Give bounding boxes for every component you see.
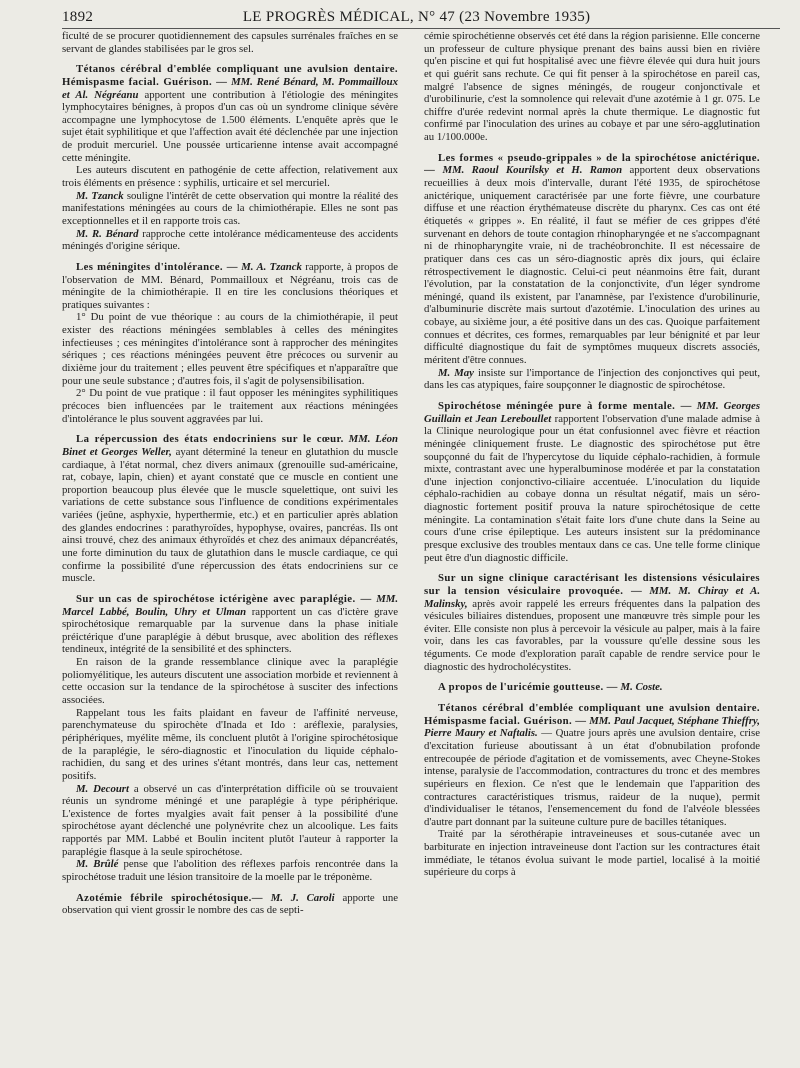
article-authors: M. Coste.: [620, 681, 663, 694]
paragraph-text: a observé un cas d'interprétation difficile où se trouvaient réunis un syndrome méningé et une paraplégie à type périphérique. L'existence de fortes myalgies avait fait penser à la possibilité d'une spirochétose ayant déclenché une polynévrite chez un alcoolique. Les faits rapportés par MM. Labbé et Boulin incitent plutôt l'auteur à rapporter la paraplégie flasque à la seule spirochétose.: [62, 782, 398, 858]
commenter: M. R. Bénard: [76, 227, 139, 240]
paragraph: [62, 190, 398, 228]
paragraph: ficulté de se procurer quotidiennement des capsules surrénales fraîches en se servant de glandes stabilisées par le gros sel.: [62, 30, 398, 55]
article-heading: Sur un cas de spirochétose ictérigène avec paraplégie. —: [76, 592, 372, 605]
commenter: M. May: [438, 366, 474, 379]
paragraph: 1° Du point de vue théorique : au cours de la chimiothérapie, il peut exister des réactions méningées semblables à celles des méningites infectieuses ; ces méningites d'intolérance sont à rapprocher des méningites sériques ; ces réactions méningées peuvent être précoces ou survenir au dixième jour du traitement ; elles peuvent être spécifiques et n'apparaître que pour une seule substance ; d'autres fois, il s'agit de polysensibilisation.: [62, 311, 398, 387]
article-authors: MM. René Bénard, M. Pommailloux et Al. Négréanu: [62, 75, 398, 101]
article-text: après avoir rappelé les erreurs fréquentes dans la palpation des vésicules biliaires distendues, proposent une manœuvre très simple pour les éviter. Elle consiste non plus à percevoir la vésicule au palper, mais à la faire voir, dans les cas favorables, par la voussure qu'elle dessine sous les téguments. Ce mode d'exploration paraît capable de rendre service pour le diagnostic des hydrocholécystites.: [424, 597, 760, 673]
article-heading: Sur un signe clinique caractérisant les distensions vésiculaires sur la tension vésiculaire provoquée. —: [424, 572, 760, 597]
commenter: M. Brûlé: [76, 858, 119, 871]
article: [424, 152, 760, 367]
running-header: [62, 6, 780, 28]
paragraph-text: souligne l'intérêt de cette observation qui montre la réalité des manifestations méningées au cours de la chimiothérapie. Elles ne sont pas exceptionnelles et il en rapporte trois cas.: [62, 189, 398, 227]
article: [62, 593, 398, 656]
paragraph: 2° Du point de vue pratique : il faut opposer les méningites syphilitiques précoces bien influencées par le traitement aux réactions méningées d'intolérance le plus souvent aggravées par lui.: [62, 387, 398, 425]
article: [62, 261, 398, 312]
article-heading: Spirochétose méningée pure à forme mentale. —: [438, 399, 692, 412]
paragraph: [62, 228, 398, 253]
paragraph-text: insiste sur l'importance de l'injection des conjonctives qui peut, dans les cas atypiques, faire soupçonner le diagnostic de spirochétose.: [424, 366, 760, 392]
commenter: M. Decourt: [76, 782, 129, 795]
header-rule: [62, 28, 780, 29]
article-text: rapportent l'observation d'une malade admise à la Clinique neurologique pour un état confusionnel avec fièvre et réaction méningée cliniquement fruste. Le diagnostic des spirochétose put être soupçonné du fait de l'hypercytose du liquide céphalo-rachidien, à formule mixte, contrastant avec une hyperalbuminose modérée et par la constatation d'une injection conjonctivo-ciliaire accentuée. L'inoculation du liquide céphalo-rachidien au cobaye donna un résultat négatif, mais un séro-diagnostic fortement positif prouva la nature spirochétosique de cette méningite. La contamination s'était faite lors d'une chute dans la Seine au cours d'une crise épileptique. Les auteurs insistent sur la prédominance presque exclusive des troubles mentaux dans ce cas. Une telle forme clinique peut être d'un diagnostic difficile.: [424, 412, 760, 564]
paragraph: Traité par la sérothérapie intraveineuses et sous-cutanée avec un barbiturate en injection intraveineuse dont l'action sur les contractures était immédiate, le tétanos évolua suivant le mode partiel, localisé à la moitié supérieure du corps à: [424, 828, 760, 879]
article: [62, 892, 398, 917]
article-heading: Tétanos cérébral d'emblée compliquant une avulsion dentaire. Hémispasme facial. Guérison. —: [62, 63, 398, 88]
article-text: apportent deux observations recueillies à deux mois d'intervalle, durant l'été 1935, de spirochétose anictérique, uniquement caractérisée par une forte fièvre, une courbature diffuse et une réaction érythémateuse discrète du pharynx. Ces cas ont été étiquetés « grippes ». En réalité, il faut se méfier de ces grippes d'été survenant en dehors de toute contagion rhinopharyngée et ne s'accompagnant ni de rhinopharyngite vraie, ni de trachéobronchite. Il est nécessaire de pratiquer dans ces cas un séro-diagnostic après dix jours, qui éclaire rétrospectivement le diagnostic. Celui-ci peut néanmoins être fait, durant l'évolution, par la constatation de la conjonctivite, d'un léger syndrome méningé, quand ils existent, par l'anamnèse, par l'existence d'urobilinurie, d'albuminurie discrète mais surtout d'azotémie. L'inoculation des urines au cobaye, au sixième jour, a été positive dans un des cas. Quoique parfaitement connues et décrites, ces formes, remarquables par leur bénignité et par leur difficulté diagnostique du fait de symptômes muqueux discrets associés, méritent d'être connues.: [424, 164, 760, 367]
paragraph: Les auteurs discutent en pathogénie de cette affection, relativement aux trois éléments en présence : syphilis, urticaire et sel mercuriel.: [62, 164, 398, 190]
article-authors: MM. Léon Binet et Georges Weller,: [62, 433, 398, 458]
article-authors: M. J. Caroli: [270, 891, 335, 904]
article: [424, 681, 760, 694]
article-text: rapportent un cas d'ictère grave spirochétosique remarquable par la survenue dans la phase initiale préictérique d'une paraplégie à début brusque, avec abolition des réflexes tendineux, intégrité de la sensibilité et des sphincters.: [62, 605, 398, 656]
article: [62, 63, 398, 164]
article-heading: La répercussion des états endocriniens sur le cœur.: [76, 433, 344, 446]
paragraph-text: pense que l'abolition des réflexes parfois rencontrée dans la spirochétose traduit une lésion transitoire de la moelle par le tréponème.: [62, 858, 398, 883]
article: [62, 433, 398, 585]
article-authors: MM. Raoul Kourilsky et H. Ramon: [442, 164, 623, 177]
commenter: M. Tzanck: [76, 189, 124, 202]
article-authors: MM. Georges Guillain et Jean Lereboullet: [424, 399, 760, 425]
journal-title: LE PROGRÈS MÉDICAL, N° 47 (23 Novembre 1935): [242, 8, 591, 25]
paragraph: cémie spirochétienne observés cet été dans la région parisienne. Elle concerne un professeur de culture physique prenant des bains aussi bien en rivière qu'en piscine et qui fut hospitalisé avec une fièvre élevée qui dura huit jours et qui guérit sans rechute. Ce qui fit penser à la spirochétose en pareil cas, malgré l'absence de signes méningés, de rougeur conjonctivale et d'urobilinurie, c'est la somnolence qui relevait d'une azotémie à 1 gr. 075. Le chiffre d'urée redevint normal après la chute thermique. Le diagnostic fut confirmé par l'inoculation des urines au cobaye et par une séro-agglutination au 1/100.000e.: [424, 30, 760, 144]
article-authors: MM. Paul Jacquet, Stéphane Thieffry, Pierre Maury et Naftalis.: [424, 714, 760, 740]
article-text: rapporte, à propos de l'observation de MM. Bénard, Pommailloux et Négréanu, trois cas de méningite de la chimiothérapie. Il en tire les conclusions théoriques et pratiques suivantes :: [62, 260, 398, 311]
article: [424, 400, 760, 564]
paragraph: Rappelant tous les faits plaidant en faveur de l'affinité nerveuse, parenchymateuse du spirochète d'Inada et Ido : aréflexie, paralysies, périphériques, myélite même, ils concluent plutôt à l'origine spirochétosique de la paraplégie, le séro-diagnostic et l'inoculation du liquide céphalo-rachidien, du sang et des urines s'étant montrés, dans leur cas, nettement positifs.: [62, 706, 398, 782]
paragraph: [424, 367, 760, 392]
paragraph: [62, 858, 398, 883]
article-heading: Les formes « pseudo-grippales » de la spirochétose anictérique. —: [424, 151, 760, 177]
page-number: 1892: [62, 8, 94, 25]
article-text: ayant déterminé la teneur en glutathion du muscle cardiaque, à l'état normal, chez divers animaux (grenouille sud-américaine, rat, cobaye, lapin, chien) et ayant constaté que ce muscle en contient une proportion beaucoup plus élevée que le muscle squelettique, ont suivi les variations de cette substance sous l'influence de conditions expérimentales variées (jeûne, asphyxie, hyperthermie, etc.) et en particulier après ablation des glandes endocrines : parathyroïdes, hypophyse, ovaires, pancréas. Ils ont ainsi trouvé, chez des animaux éthyroïdés et chez des animaux dépancréatés, une forte diminution du taux de glutathion dans le muscle cardiaque, ce qui confirme la possibilité d'une répercussion des états endocriniens sur ce muscle.: [62, 445, 398, 585]
article: [424, 572, 760, 673]
article-authors: MM. M. Chiray et A. Malinsky,: [424, 584, 760, 610]
article-heading: Tétanos cérébral d'emblée compliquant une avulsion dentaire. Hémispasme facial. Guérison. —: [424, 702, 760, 727]
paragraph: [62, 783, 398, 859]
article: [424, 702, 760, 828]
left-column: [62, 30, 398, 1060]
article-heading: Azotémie fébrile spirochétosique.—: [76, 891, 263, 904]
article-heading: A propos de l'uricémie goutteuse. —: [438, 681, 618, 694]
paragraph-text: rapproche cette intolérance médicamenteuse des accidents méningés d'origine sérique.: [62, 227, 398, 253]
article-authors: M. A. Tzanck: [241, 260, 302, 273]
paragraph: En raison de la grande ressemblance clinique avec la paraplégie poliomyélitique, les auteurs discutent une association morbide et reviennent à cette occasion sur la tendance de la spirochétose à susciter des infections associées.: [62, 656, 398, 707]
right-column: [424, 30, 760, 1060]
article-text: — Quatre jours après une avulsion dentaire, crise d'excitation furieuse aboutissant à un état d'obnubilation profonde entrecoupée de période d'agitation et de vomissements, avec Cheyne-Stokes intense, paralysie de l'accommodation, contractures du tronc et des membres supérieurs en flexion. Ce n'est que le lendemain que l'apparition des contractures caractéristiques trismus, raideur de la nuque), permit d'individualiser le tétanos, l'ensemencement du fond de l'alvéole blessées d'autre part donnant par la suiteune culture pure de bacilles tétaniques.: [424, 727, 760, 828]
article-authors: MM. Marcel Labbé, Boulin, Uhry et Ulman: [62, 592, 398, 618]
article-text: apportent une contribution à l'étiologie des méningites lymphocytaires bénignes, à propos d'un cas où un syndrome clinique sévère accompagne une lymphocytose de 1.500 éléments. L'enquête après que le sujet était syphilitique et que l'affection avait été déclenchée par une injection de produit mercuriel. Une poussée urticarienne intense avait accompagné cette méningite.: [62, 88, 398, 164]
article-text: apporte une observation qui vient grossir le nombre des cas de septi-: [62, 891, 398, 917]
article-heading: Les méningites d'intolérance. —: [76, 260, 238, 273]
